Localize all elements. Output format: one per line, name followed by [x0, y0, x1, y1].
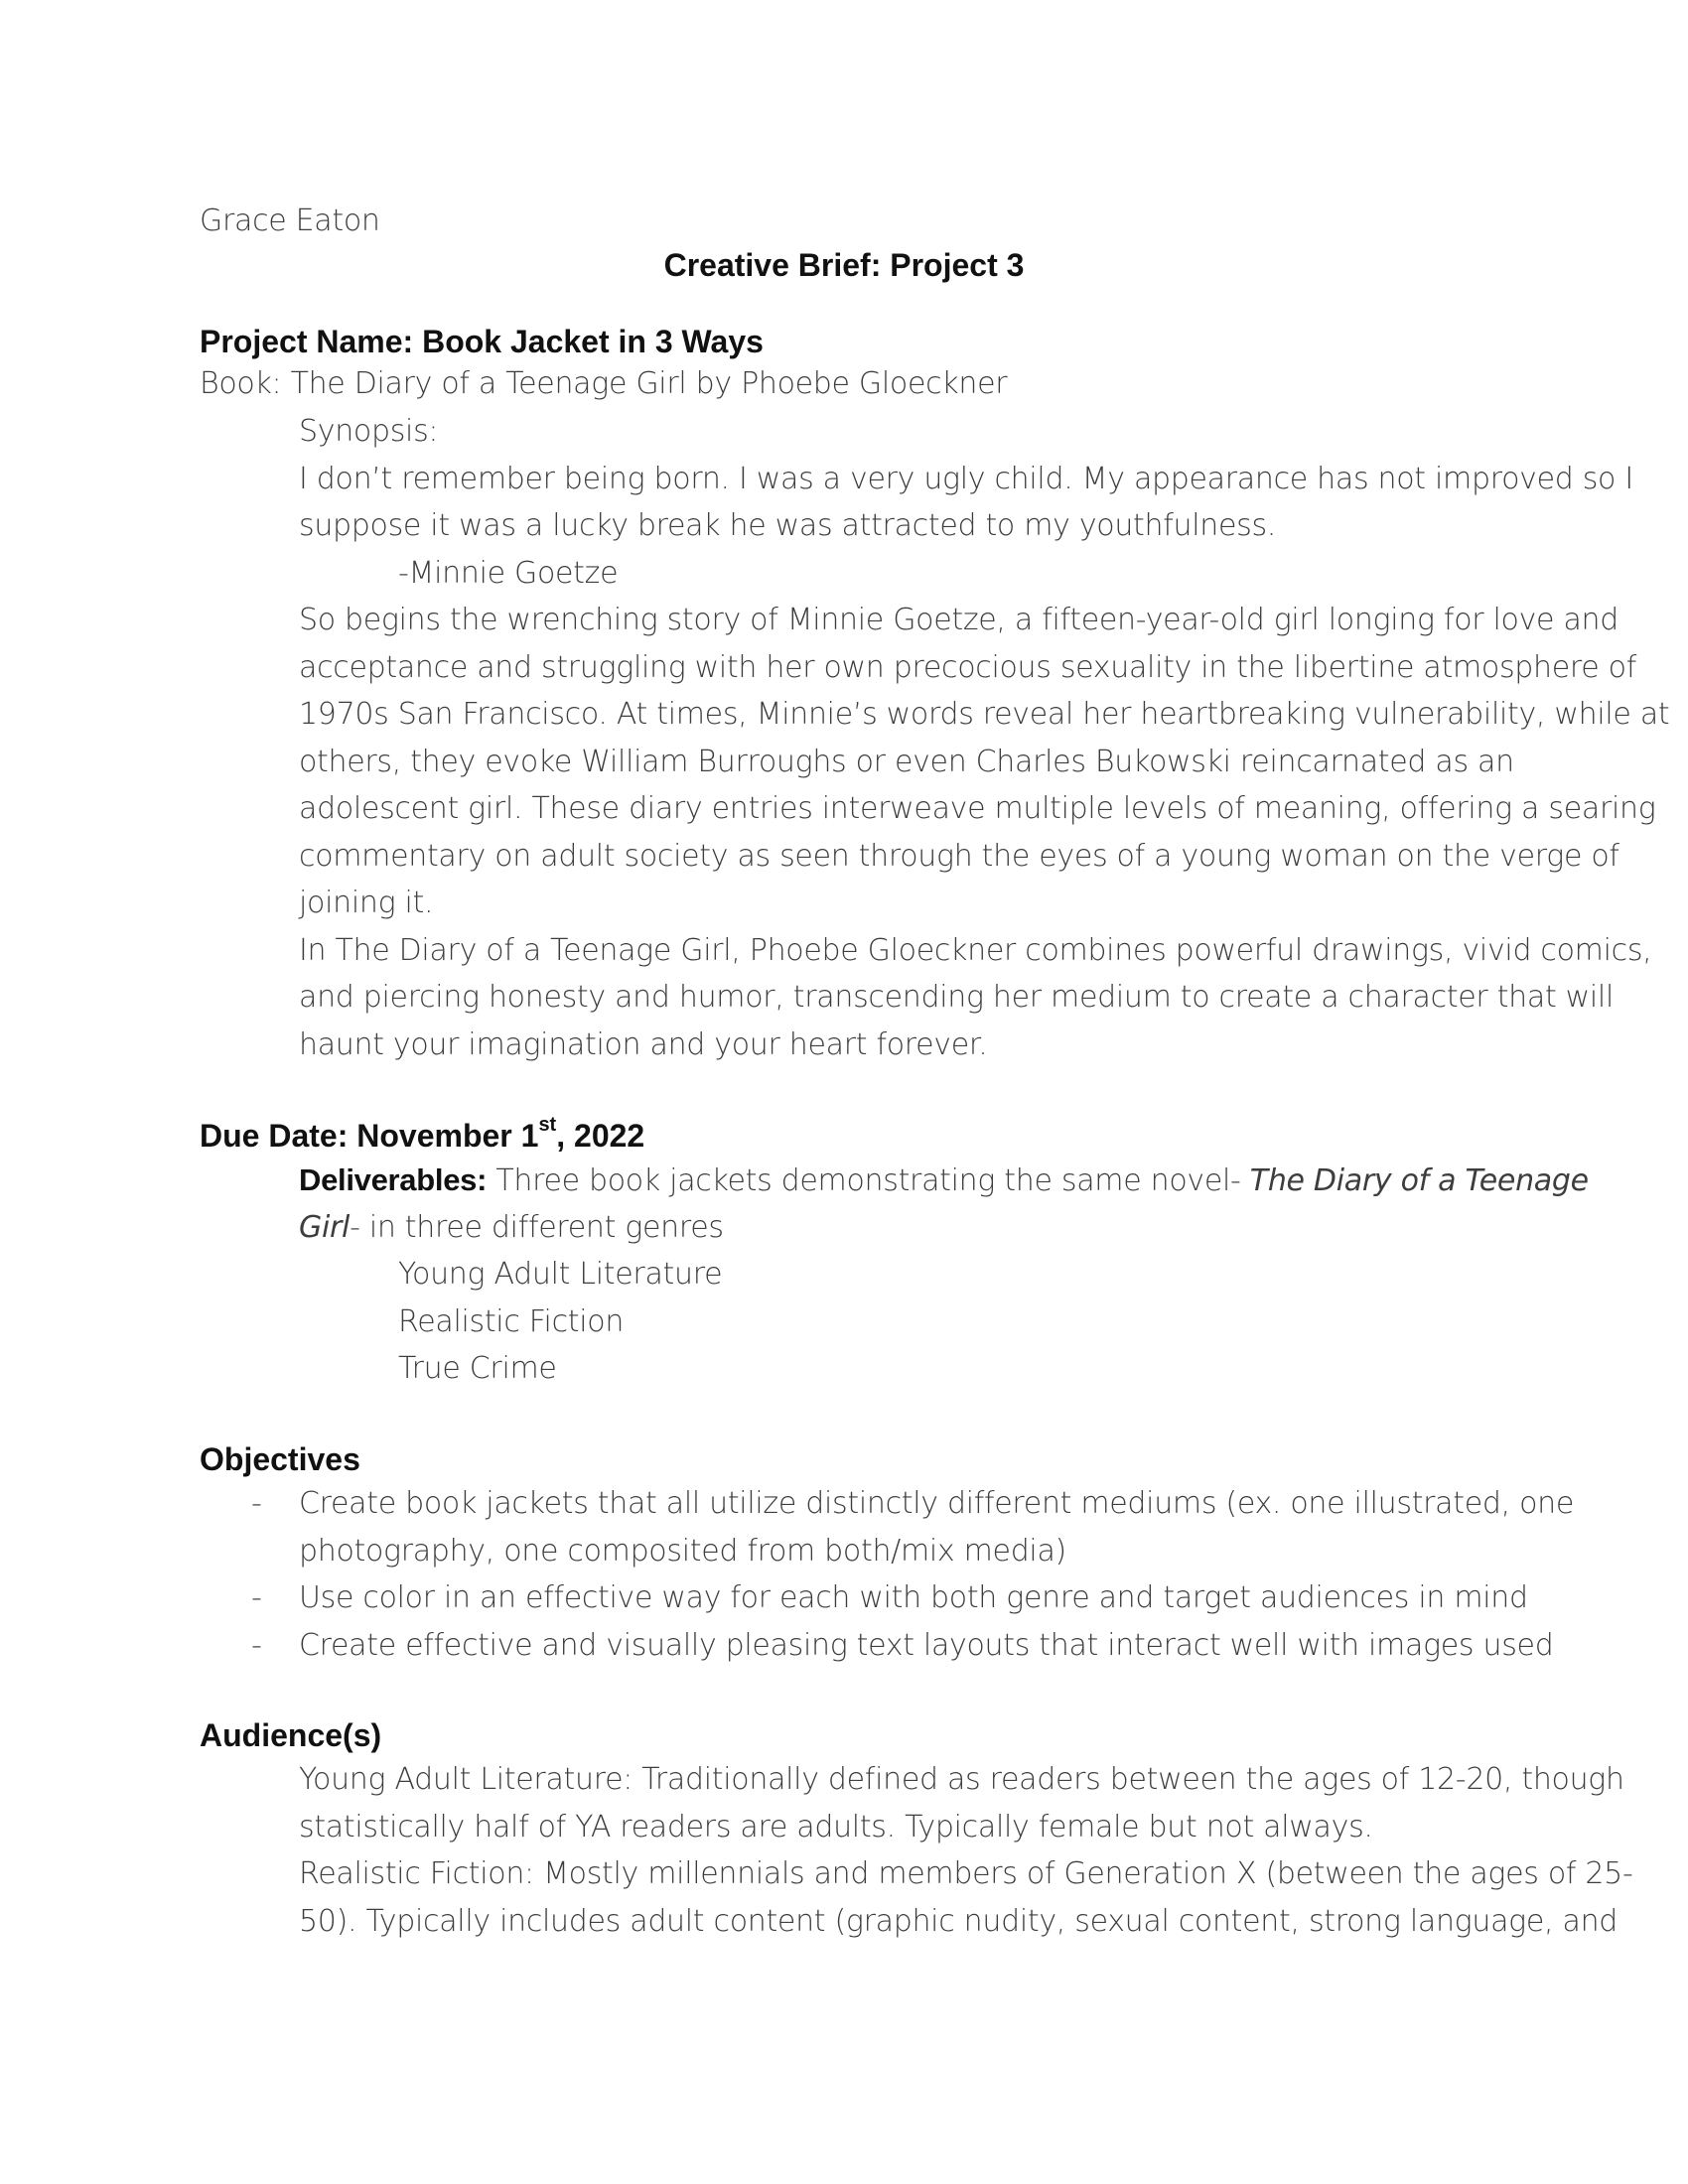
synopsis-paragraph-line: haunt your imagination and your heart forever.	[299, 1027, 988, 1062]
deliverables-label: Deliverables:	[299, 1162, 488, 1197]
audiences-heading: Audience(s)	[200, 1717, 382, 1753]
audience-line: Young Adult Literature: Traditionally defined as readers between the ages of 12-20, though	[299, 1762, 1624, 1797]
due-date-text: Due Date: November 1	[200, 1118, 539, 1154]
quote-line: I don’t remember being born. I was a very ugly child. My appearance has not improved so I	[299, 462, 1633, 496]
deliverables-text: Three book jackets demonstrating the same novel-	[487, 1163, 1250, 1198]
deliverables-line	[299, 1162, 1589, 1198]
objective-item: Create effective and visually pleasing text layouts that interact well with images used	[299, 1628, 1554, 1663]
objectives-heading: Objectives	[200, 1441, 360, 1477]
deliverables-text-end: - in three different genres	[350, 1210, 724, 1245]
objective-item: Use color in an effective way for each with both genre and target audiences in mind	[299, 1580, 1528, 1615]
bullet-dash: -	[251, 1486, 262, 1521]
synopsis-paragraph-line: others, they evoke William Burroughs or even Charles Bukowski reincarnated as an	[299, 745, 1514, 779]
synopsis-paragraph-line: In The Diary of a Teenage Girl, Phoebe Gloeckner combines powerful drawings, vivid comics,	[299, 933, 1652, 968]
due-date-heading	[200, 1114, 645, 1155]
objective-item: Create book jackets that all utilize distinctly different mediums (ex. one illustrated, one	[299, 1486, 1575, 1521]
synopsis-paragraph-line: joining it.	[299, 886, 434, 920]
bullet-dash: -	[251, 1580, 262, 1615]
due-date-year: , 2022	[556, 1118, 645, 1154]
genre-item: Young Adult Literature	[398, 1257, 723, 1292]
due-date-ordinal: st	[538, 1114, 557, 1137]
synopsis-paragraph-line: 1970s San Francisco. At times, Minnie’s words reveal her heartbreaking vulnerability, while at	[299, 697, 1670, 732]
author-name: Grace Eaton	[200, 204, 380, 238]
audience-line: 50). Typically includes adult content (graphic nudity, sexual content, strong language, and	[299, 1904, 1618, 1939]
quote-attribution: -Minnie Goetze	[398, 556, 619, 591]
objective-item-continued: photography, one composited from both/mix media)	[299, 1534, 1066, 1569]
synopsis-paragraph-line: and piercing honesty and humor, transcending her medium to create a character that will	[299, 980, 1615, 1015]
synopsis-label: Synopsis:	[299, 414, 439, 449]
document-title: Creative Brief: Project 3	[663, 247, 1025, 283]
deliverables-line-2	[299, 1210, 724, 1245]
synopsis-paragraph-line: adolescent girl. These diary entries interweave multiple levels of meaning, offering a searing	[299, 791, 1656, 826]
genre-item: True Crime	[398, 1351, 557, 1386]
deliverables-book-title-end: Girl	[299, 1210, 351, 1245]
audience-line: statistically half of YA readers are adults. Typically female but not always.	[299, 1810, 1373, 1844]
book-line: Book: The Diary of a Teenage Girl by Phoebe Gloeckner	[200, 366, 1008, 401]
genre-item: Realistic Fiction	[398, 1304, 625, 1339]
audience-line: Realistic Fiction: Mostly millennials and members of Generation X (between the ages of 25-	[299, 1856, 1633, 1891]
deliverables-book-title: The Diary of a Teenage	[1249, 1163, 1589, 1198]
synopsis-paragraph-line: commentary on adult society as seen through the eyes of a young woman on the verge of	[299, 839, 1619, 874]
quote-line: suppose it was a lucky break he was attracted to my youthfulness.	[299, 508, 1277, 543]
project-name-heading: Project Name: Book Jacket in 3 Ways	[200, 324, 764, 359]
synopsis-paragraph-line: So begins the wrenching story of Minnie Goetze, a fifteen-year-old girl longing for love and	[299, 603, 1618, 637]
synopsis-paragraph-line: acceptance and struggling with her own precocious sexuality in the libertine atmosphere of	[299, 650, 1636, 685]
bullet-dash: -	[251, 1628, 262, 1663]
